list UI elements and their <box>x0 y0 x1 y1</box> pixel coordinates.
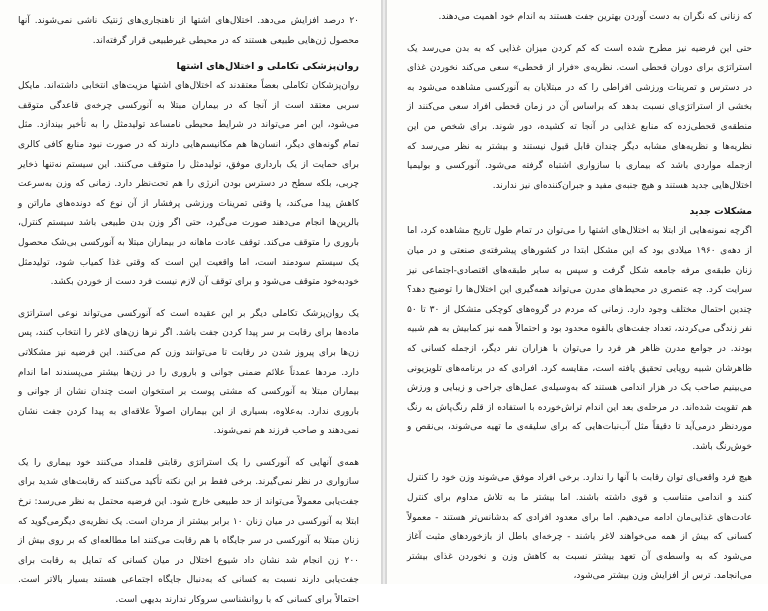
right-page <box>386 0 768 584</box>
left-paragraph-1: ۲۰ درصد افزایش می‌دهد. اختلال‌های اشتها از ناهنجاری‌های ژنتیک ناشی نمی‌شوند. آنها محصول ژن‌هایی طبیعی هستند که در محیطی غیرطبیعی قرار گرفته‌اند. <box>18 16 359 46</box>
left-paragraph-3: یک روان‌پزشک تکاملی دیگر بر این عقیده است که آنورکسی می‌تواند نوعی استراتژی ماده‌ها برای رقابت بر سر پیدا کردن جفت باشد. اگر نرها زن‌های لاغر را انتخاب کنند، پس زن‌ها برای پیروز شدن در رقابت تا می‌توانند وزن کم می‌کنند. این فرضیه نیز مشکلاتی دارد. مردها عمدتاً علائم ضمنی جوانی و باروری را در زن‌ها بیشتر می‌پسندند اما اندام بیماران مبتلا به آنورکسی که مشتی پوست بر استخوان است چندان نشان از جوانی و باروری ندارد. به‌علاوه، بسیاری از این بیماران اصولاً علاقه‌ای به پیدا کردن جفت نشان نمی‌دهند و صاحب فرزند هم نمی‌شوند. <box>18 308 359 437</box>
right-paragraph-2: حتی این فرضیه نیز مطرح شده است که کم کردن میزان غذایی که به بدن می‌رسد یک استراتژی برای دوران قحطی است. نظریه‌ی «فرار از قحطی» سعی می‌کند نخوردن غذای در دسترس و تمرینات ورزشی افراطی را که در مبتلایان به آنورکسی مشاهده می‌شود به بخشی از استراتژی‌ای نسبت بدهد که براساس آن در زمان قحطی افراد سعی می‌کنند از منطقه‌ی قحطی‌زده که منابع غذایی در آنجا ته کشیده، دور شوند. برای شخص من این نظریه‌ها و نظریه‌های مشابه دیگر چندان قابل قبول نیستند و بیشتر به نظر می‌رسد که ازجمله مواردی باشد که بیماری با سازواری اشتباه گرفته می‌شود. آنورکسی و بولیمیا اختلال‌هایی جدید هستند و هیچ جنبه‌ی مفید و جبران‌کننده‌ای نیز ندارند. <box>407 43 752 191</box>
right-paragraph-4: هیچ فرد واقعی‌ای توان رقابت با آنها را ندارد. برخی افراد موفق می‌شوند وزن خود را کنترل کنند و اندامی متناسب و قوی داشته باشند. اما بیشتر ما به تلاش مداوم برای کنترل عادت‌های غذایی‌مان ادامه می‌دهیم. اما برای معدود افرادی که بدشانس‌تر هستند - معمولاً کسانی که بیش از همه می‌خواهند لاغر باشند - چرخه‌ای باطل از بازخوردهای مثبت آغاز می‌شود که به واسطه‌ی آن تعهد بیشتر نسبت به کاهش وزن و نخوردن غذای بیشتر می‌انجامد. ترس از افزایش وزن بیشتر می‌شود، <box>407 473 752 582</box>
right-paragraph-3: اگرچه نمونه‌هایی از ابتلا به اختلال‌های اشتها را می‌توان در تمام طول تاریخ مشاهده کرد، اما از دهه‌ی ۱۹۶۰ میلادی بود که این مشکل ابتدا در کشورهای پیشرفته‌ی صنعتی و در میان زنان طبقه‌ی مرفه جامعه شکل گرفت و سپس به سایر طبقه‌های اقتصادی-اجتماعی نیز سرایت کرد. چه عنصری در محیط‌های مدرن می‌تواند همه‌گیری این اختلال‌ها را توضیح دهد؟ چندین احتمال مختلف وجود دارد. زمانی که مردم در گروه‌های کوچکی متشکل از ۳۰ تا ۵۰ نفر زندگی می‌کردند، تعداد جفت‌های بالقوه محدود بود و احتمالاً همه نیز کمابیش به هم شبیه بودند. در جوامع مدرن ظاهر هر فرد را می‌توان با هزاران نفر دیگر، ازجمله کسانی که ظاهرشان شبیه رویایی تحقیق یافته است، مقایسه کرد. افرادی که در برنامه‌های تلویزیونی می‌بینیم صاحب یک در هزار اندامی هستند که به‌وسیله‌ی عمل‌های جراحی و زیبایی و ورزش هم تقویت شده‌اند. در مرحله‌ی بعد این اندام تراش‌خورده با استفاده از قلم رنگ‌پاش به رنگ موردنظر درمی‌آید تا دقیقاً مثل آب‌نبات‌هایی که برای سلیقه‌ی ما تهیه می‌شوند، بی‌نقص و خوش‌رنگ باشد. <box>407 226 752 452</box>
left-paragraph-2: روان‌پزشکان تکاملی بعضاً معتقدند که اختلال‌های اشتها مزیت‌های انتخابی داشته‌اند. مایکل سربی معتقد است از آنجا که در بیماران مبتلا به آنورکسی چرخه‌ی قاعدگی متوقف می‌شود، این امر می‌تواند در شرایط محیطی نامساعد تولیدمثل را به تأخیر بیندازد. مثل تمام گونه‌های دیگر، انسان‌ها هم مکانیسم‌هایی دارند که در صورت نبود منابع کافی کالری برای حمایت از یک بارداری موفق، تولیدمثل را متوقف می‌کنند. این سیستم نه‌تنها ذخایر چربی، بلکه سطح در دسترس بودن انرژی را هم تحت‌نظر دارد. زمانی که وزن به‌سرعت کاهش پیدا می‌کند، یا وقتی تمرینات ورزشی پرفشار از آن نوع که دونده‌های ماراتن و بالرین‌ها انجام می‌دهند صورت می‌گیرد، حتی اگر وزن بدن طبیعی باشد سیستم کنترل، باروری را متوقف می‌کند. توقف عادت ماهانه در بیماران مبتلا به آنورکسی بی‌شک محصول یک سیستم سودمند است، اما واقعیت این است که وقتی غذا کمیاب شود، تولیدمثل خودبه‌خود متوقف می‌شود و برای توقف آن لازم نیست فرد دست از خوردن بکشد. <box>18 81 359 288</box>
section-heading-new-problems: مشکلات جدید <box>689 206 752 218</box>
right-paragraph-1: که زنانی که نگران به دست آوردن بهترین جفت هستند به اندام خود اهمیت می‌دهند. <box>438 12 752 22</box>
section-heading-evolutionary-psychiatry: روان‌پزشکی تکاملی و اختلال‌های اشتها <box>176 61 359 73</box>
left-page <box>0 0 382 606</box>
left-paragraph-4: همه‌ی آنهایی که آنورکسی را یک استراتژی رقابتی قلمداد می‌کنند خود بیماری را یک سازواری در نظر نمی‌گیرند. برخی فقط بر این نکته تأکید می‌کنند که رقابت‌های شدید برای جفت‌یابی معمولاً می‌تواند از حد طبیعی خارج شود. این فرضیه محتمل به نظر می‌رسد: نرخ ابتلا به آنورکسی در میان زنان ۱۰ برابر بیشتر از مردان است. یک نظریه‌ی دیگرمی‌گوید که زنان مبتلا به آنورکسی در سر جایگاه با هم رقابت می‌کنند اما مطالعه‌ای که بر روی بیش از ۲۰۰ زن انجام شد نشان داد شیوع اختلال در میان کسانی که تمایل به رقابت برای جفت‌یابی دارند نسبت به کسانی که به‌دنبال جایگاه اجتماعی هستند بسیار بالاتر است. احتمالاً برای کسانی که با روانشناسی سروکار ندارند بدیهی است. <box>18 457 359 606</box>
